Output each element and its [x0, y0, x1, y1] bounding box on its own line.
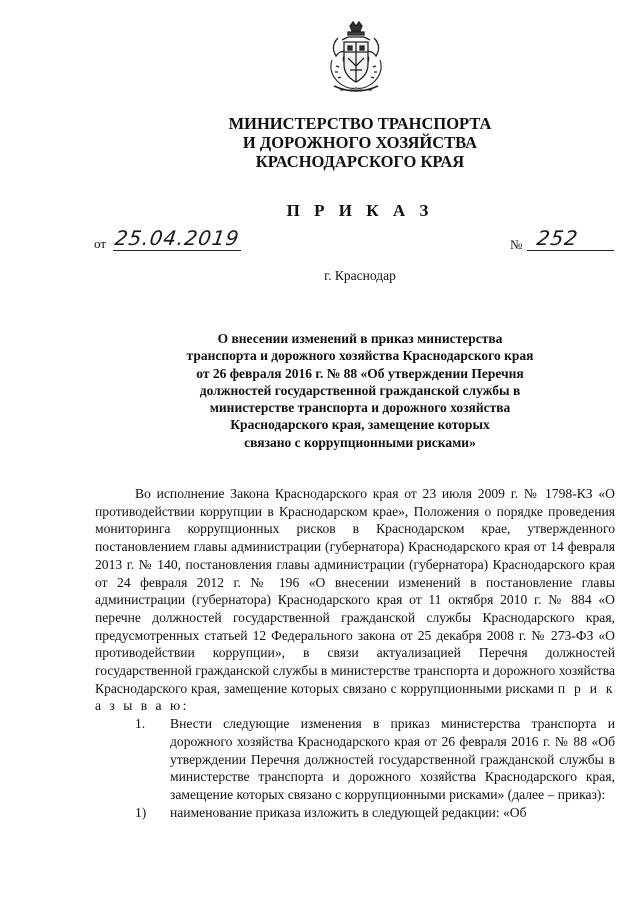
krasnodar-coat-of-arms-icon [326, 20, 386, 94]
sub-item-1 [95, 804, 615, 822]
title-line-6: Краснодарского края, замещение которых [230, 417, 490, 433]
ministry-line-1: МИНИСТЕРСТВО ТРАНСПОРТА [228, 114, 492, 133]
list-item-1 [95, 715, 615, 804]
preamble-paragraph [95, 485, 615, 715]
title-line-5: министерстве транспорта и дорожного хозяйства [209, 400, 511, 416]
preamble-text: Во исполнение Закона Краснодарского края от 23 июля 2009 г. № 1798-КЗ «О противодействии коррупции в Краснодарском крае», Положения о порядке проведения мониторинга коррупционных рисков в Краснодарском крае, утвержденного постановлением главы администрации (губернатора) Краснодарского края от 14 февраля 2013 г. № 140, постановления главы администрации (губернатора) Краснодарского края от 24 февраля 2012 г. № 196 «О внесении изменений в постановление главы администрации (губернатора) Краснодарского края от 11 октября 2010 г. № 884 «О перечне должностей государственной гражданской службы Краснодарского края, предусмотренных статьей 12 Федерального закона от 25 декабря 2008 г. № 273-ФЗ «О противодействии коррупции», в связи актуализацией Перечня должностей государственной гражданской службы в министерстве транспорта и дорожного хозяйства Краснодарского края, замещение которых связано с коррупционными рисками [95, 486, 615, 696]
list-item-1-marker: 1. [135, 716, 146, 732]
handwritten-date: 25.04.2019 [113, 226, 242, 250]
title-line-4: должностей государственной гражданской службы в [199, 382, 521, 398]
city-label: г. Краснодар [324, 268, 396, 283]
date-underline [113, 250, 241, 251]
title-line-2: транспорта и дорожного хозяйства Краснодарского края [186, 348, 534, 364]
order-word: п р и к а з ы в а ю: [95, 680, 615, 714]
sub-item-1-text: наименование приказа изложить в следующей редакции: «Об [170, 804, 527, 820]
ministry-line-2: И ДОРОЖНОГО ХОЗЯЙСТВА [242, 133, 478, 152]
ministry-line-3: КРАСНОДАРСКОГО КРАЯ [255, 152, 465, 171]
title-line-3: от 26 февраля 2016 г. № 88 «Об утверждении Перечня [196, 365, 524, 381]
date-prefix-label: от [94, 236, 107, 251]
handwritten-number: 252 [535, 226, 580, 250]
document-type-heading: П Р И К А З [286, 201, 434, 220]
list-item-1-text: Внести следующие изменения в приказ министерства транспорта и дорожного хозяйства Краснодарского края от 26 февраля 2016 г. № 88 «Об утверждении Перечня должностей государственной гражданской службы в министерстве транспорта и дорожного хозяйства Краснодарского края, замещение которых связано с коррупционными рисками» (далее – приказ): [170, 716, 615, 802]
ministry-name [190, 114, 530, 171]
sub-item-1-marker: 1) [135, 804, 147, 820]
title-line-7: связано с коррупционными рисками» [244, 434, 476, 450]
title-line-1: О внесении изменений в приказ министерства [217, 331, 503, 346]
document-body [95, 485, 615, 821]
number-underline [527, 250, 614, 251]
document-title [150, 330, 570, 451]
number-prefix-label: № [510, 237, 523, 252]
